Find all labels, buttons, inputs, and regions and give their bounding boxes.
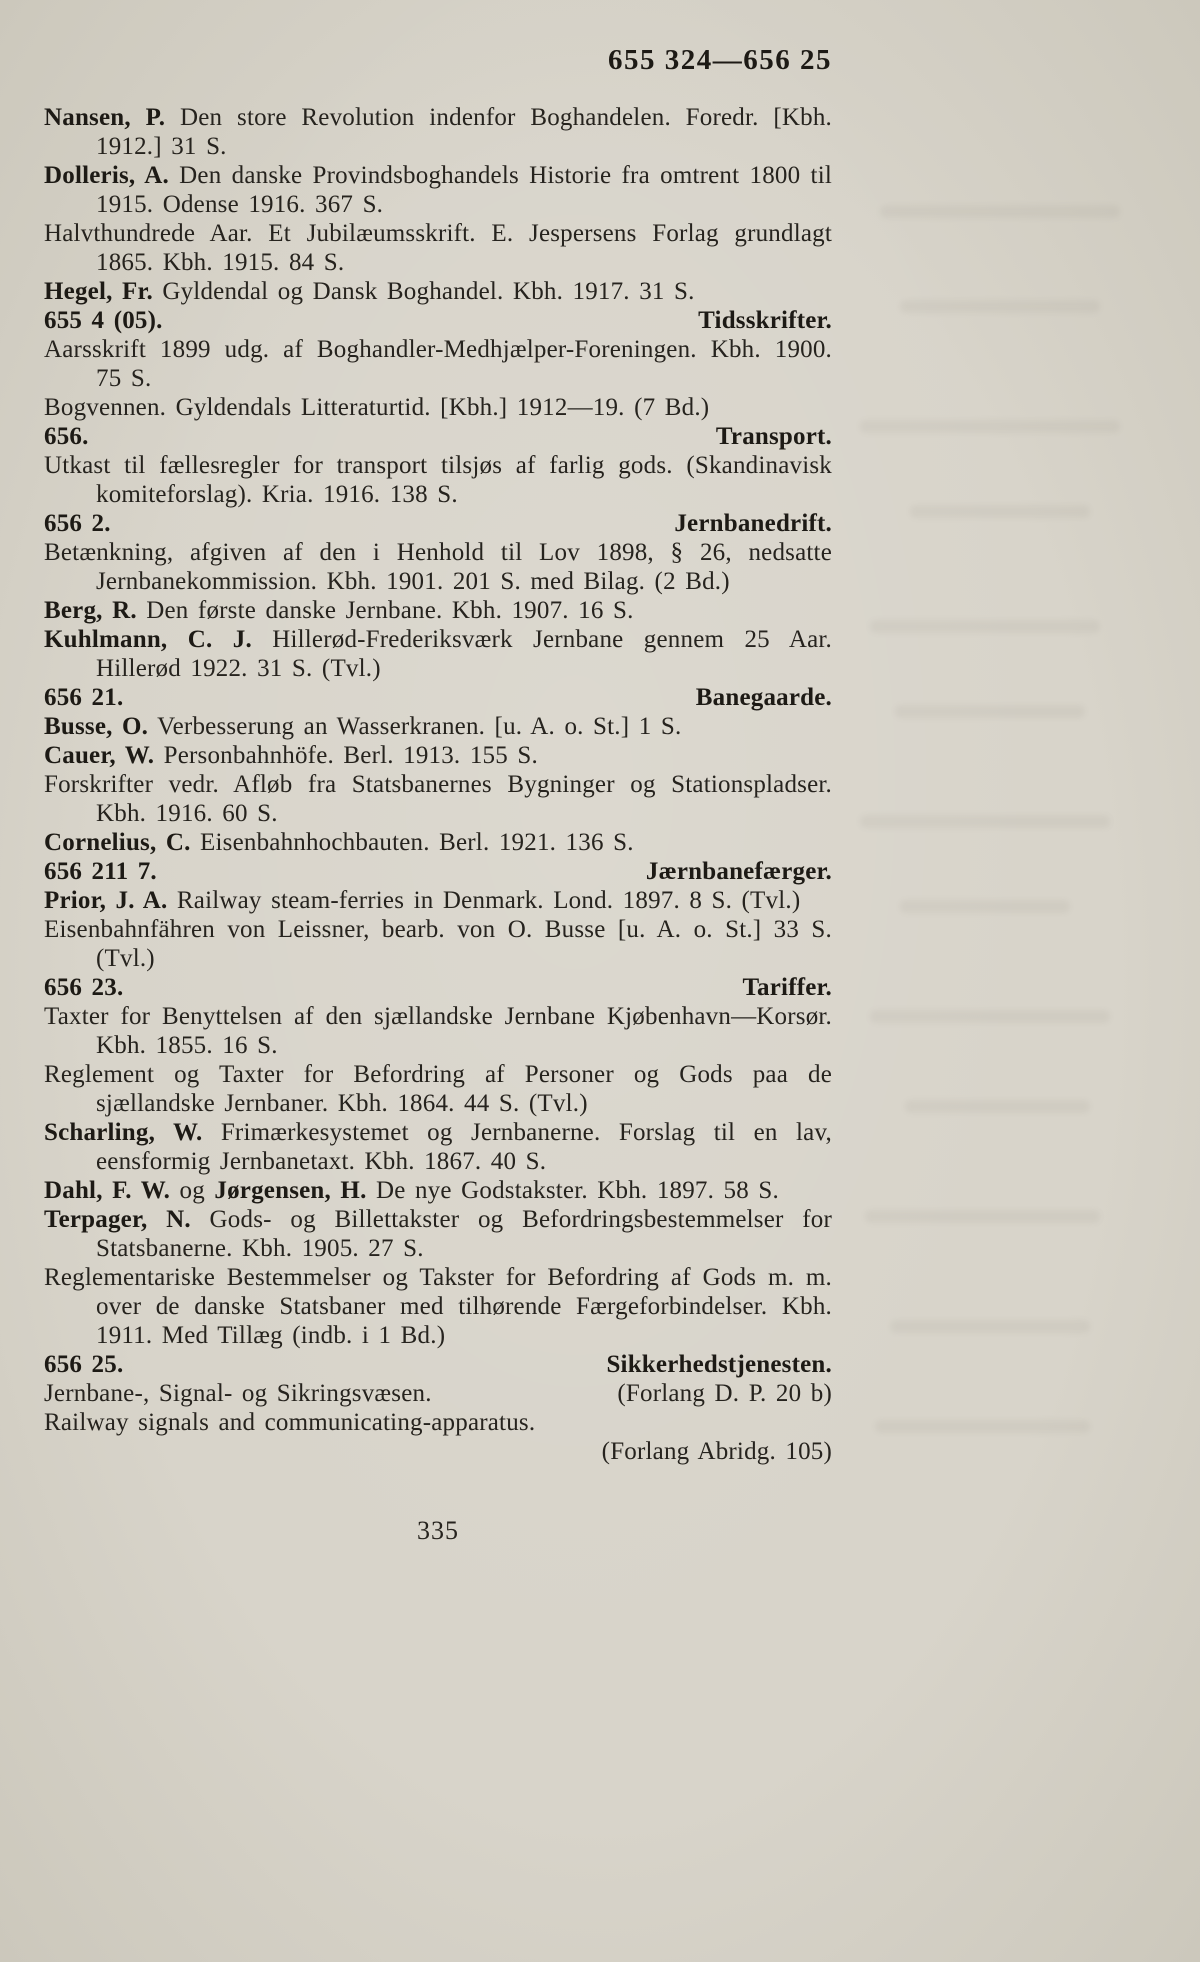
entry-text: Railway steam-ferries in Denmark. Lond. 1897. 8 S. (Tvl.) [167,887,801,914]
entry-text: Aarsskrift 1899 udg. af Boghandler-Medhjælper-Foreningen. Kbh. 1900. 75 S. [44,336,832,392]
bibliography-entry [44,1060,832,1118]
section-heading [44,1350,832,1379]
bibliography-entry [44,596,832,625]
bibliography-entry [44,161,832,219]
entry-text: Jernbane-, Signal- og Sikringsvæsen. [44,1380,432,1407]
entry-text: Railway signals and communicating-apparatus. [44,1409,536,1436]
bibliography-entry [44,1263,832,1350]
bibliography-entry [44,103,832,161]
entry-author: Jørgensen, H. [214,1177,367,1204]
entry-text: Reglementariske Bestemmelser og Takster for Befordring af Gods m. m. over de danske Statsbaner med tilhørende Færgeforbindelser. Kbh. 1911. Med Tillæg (indb. i 1 Bd.) [44,1264,832,1349]
classification-category: Jærnbanefærger. [645,858,832,885]
bibliography-entry [44,915,832,973]
section-heading [44,857,832,886]
bibliography-entry [44,1002,832,1060]
entry-text: Den store Revolution indenfor Boghandelen. Foredr. [Kbh. 1912.] 31 S. [96,104,832,160]
entry-text: Betænkning, afgiven af den i Henhold til Lov 1898, § 26, nedsatte Jernbanekommission. Kbh. 1901. 201 S. med Bilag. (2 Bd.) [44,539,832,595]
classification-code: 656 21. [44,684,124,711]
section-heading [44,422,832,451]
bibliography-entry [44,393,832,422]
classification-category: Tidsskrifter. [698,307,832,334]
classification-code: 656. [44,423,89,450]
classification-category: Banegaarde. [695,684,832,711]
bibliography-entry [44,538,832,596]
entry-author: Dolleris, A. [44,162,169,189]
section-heading [44,306,832,335]
bibliography-entry [44,828,832,857]
entry-text: De nye Godstakster. Kbh. 1897. 58 S. [366,1177,779,1204]
entry-text: Personbahnhöfe. Berl. 1913. 155 S. [154,742,538,769]
bibliography-entry [44,451,832,509]
entry-author: Dahl, F. W. [44,1177,171,1204]
bibliography-entry [44,625,832,683]
entry-text: Eisenbahnfähren von Leissner, bearb. von O. Busse [u. A. o. St.] 33 S. (Tvl.) [44,916,832,972]
entry-text: Hillerød-Frederiksværk Jernbane gennem 25 Aar. Hillerød 1922. 31 S. (Tvl.) [96,626,832,682]
classification-code: 656 23. [44,974,124,1001]
page-number: 335 [417,1516,459,1545]
entry-author: Cauer, W. [44,742,155,769]
entry-text: og [170,1177,215,1204]
bibliography-entry [44,1176,832,1205]
entry-text: Reglement og Taxter for Befordring af Personer og Gods paa de sjællandske Jernbaner. Kbh. 1864. 44 S. (Tvl.) [44,1061,832,1117]
entry-author: Kuhlmann, C. J. [44,626,252,653]
bibliography-entry [44,1118,832,1176]
entry-text: Gods- og Billettakster og Befordringsbestemmelser for Statsbanerne. Kbh. 1905. 27 S. [96,1206,833,1262]
bibliography-entry [44,886,832,915]
section-heading [44,973,832,1002]
entry-text: Taxter for Benyttelsen af den sjællandske Jernbane Kjøbenhavn—Korsør. Kbh. 1855. 16 S. [44,1003,832,1059]
entry-text: Frimærkesystemet og Jernbanerne. Forslag til en lav, eensformig Jernbanetaxt. Kbh. 1867. 40 S. [96,1119,832,1175]
entry-author: Busse, O. [44,713,149,740]
entry-text: Halvthundrede Aar. Et Jubilæumsskrift. E. Jespersens Forlag grundlagt 1865. Kbh. 1915. 84 S. [44,220,832,276]
classification-category: Jernbanedrift. [674,510,832,537]
bibliography-entry [44,1379,832,1408]
entry-author: Scharling, W. [44,1119,203,1146]
classification-code: 656 211 7. [44,858,157,885]
entry-list [44,103,832,1466]
entry-text: Den danske Provindsboghandels Historie fra omtrent 1800 til 1915. Odense 1916. 367 S. [96,162,832,218]
entry-text: Gyldendal og Dansk Boghandel. Kbh. 1917. 31 S. [152,278,695,305]
entry-text: Eisenbahnhochbauten. Berl. 1921. 136 S. [190,829,634,856]
book-page [44,44,832,1546]
entry-text: Den første danske Jernbane. Kbh. 1907. 16 S. [136,597,634,624]
running-head: 655 324—656 25 [608,44,832,76]
entry-text: Utkast til fællesregler for transport tilsjøs af farlig gods. (Skandinavisk komiteforslag). Kria. 1916. 138 S. [44,452,832,508]
bibliography-entry [44,741,832,770]
classification-category: Tariffer. [742,974,832,1001]
bibliography-entry [44,770,832,828]
entry-text: Verbesserung an Wasserkranen. [u. A. o. St.] 1 S. [148,713,682,740]
entry-author: Cornelius, C. [44,829,191,856]
entry-reference: (Forlang Abridg. 105) [601,1438,832,1465]
classification-code: 655 4 (05). [44,307,163,334]
classification-category: Transport. [715,423,832,450]
entry-author: Terpager, N. [44,1206,191,1233]
bibliography-entry [44,1205,832,1263]
entry-text: Bogvennen. Gyldendals Litteraturtid. [Kbh.] 1912—19. (7 Bd.) [44,394,710,421]
classification-category: Sikkerhedstjenesten. [606,1351,832,1378]
section-heading [44,683,832,712]
bibliography-entry [44,277,832,306]
bibliography-entry [44,712,832,741]
section-heading [44,509,832,538]
bibliography-entry [44,1408,832,1437]
entry-author: Hegel, Fr. [44,278,153,305]
classification-code: 656 25. [44,1351,124,1378]
entry-text: Forskrifter vedr. Afløb fra Statsbanernes Bygninger og Stationspladser. Kbh. 1916. 60 S. [44,771,832,827]
entry-author: Nansen, P. [44,104,166,131]
classification-code: 656 2. [44,510,111,537]
bibliography-entry [44,219,832,277]
entry-author: Berg, R. [44,597,137,624]
entry-reference: (Forlang D. P. 20 b) [617,1380,832,1407]
entry-author: Prior, J. A. [44,887,168,914]
bibliography-entry [44,335,832,393]
